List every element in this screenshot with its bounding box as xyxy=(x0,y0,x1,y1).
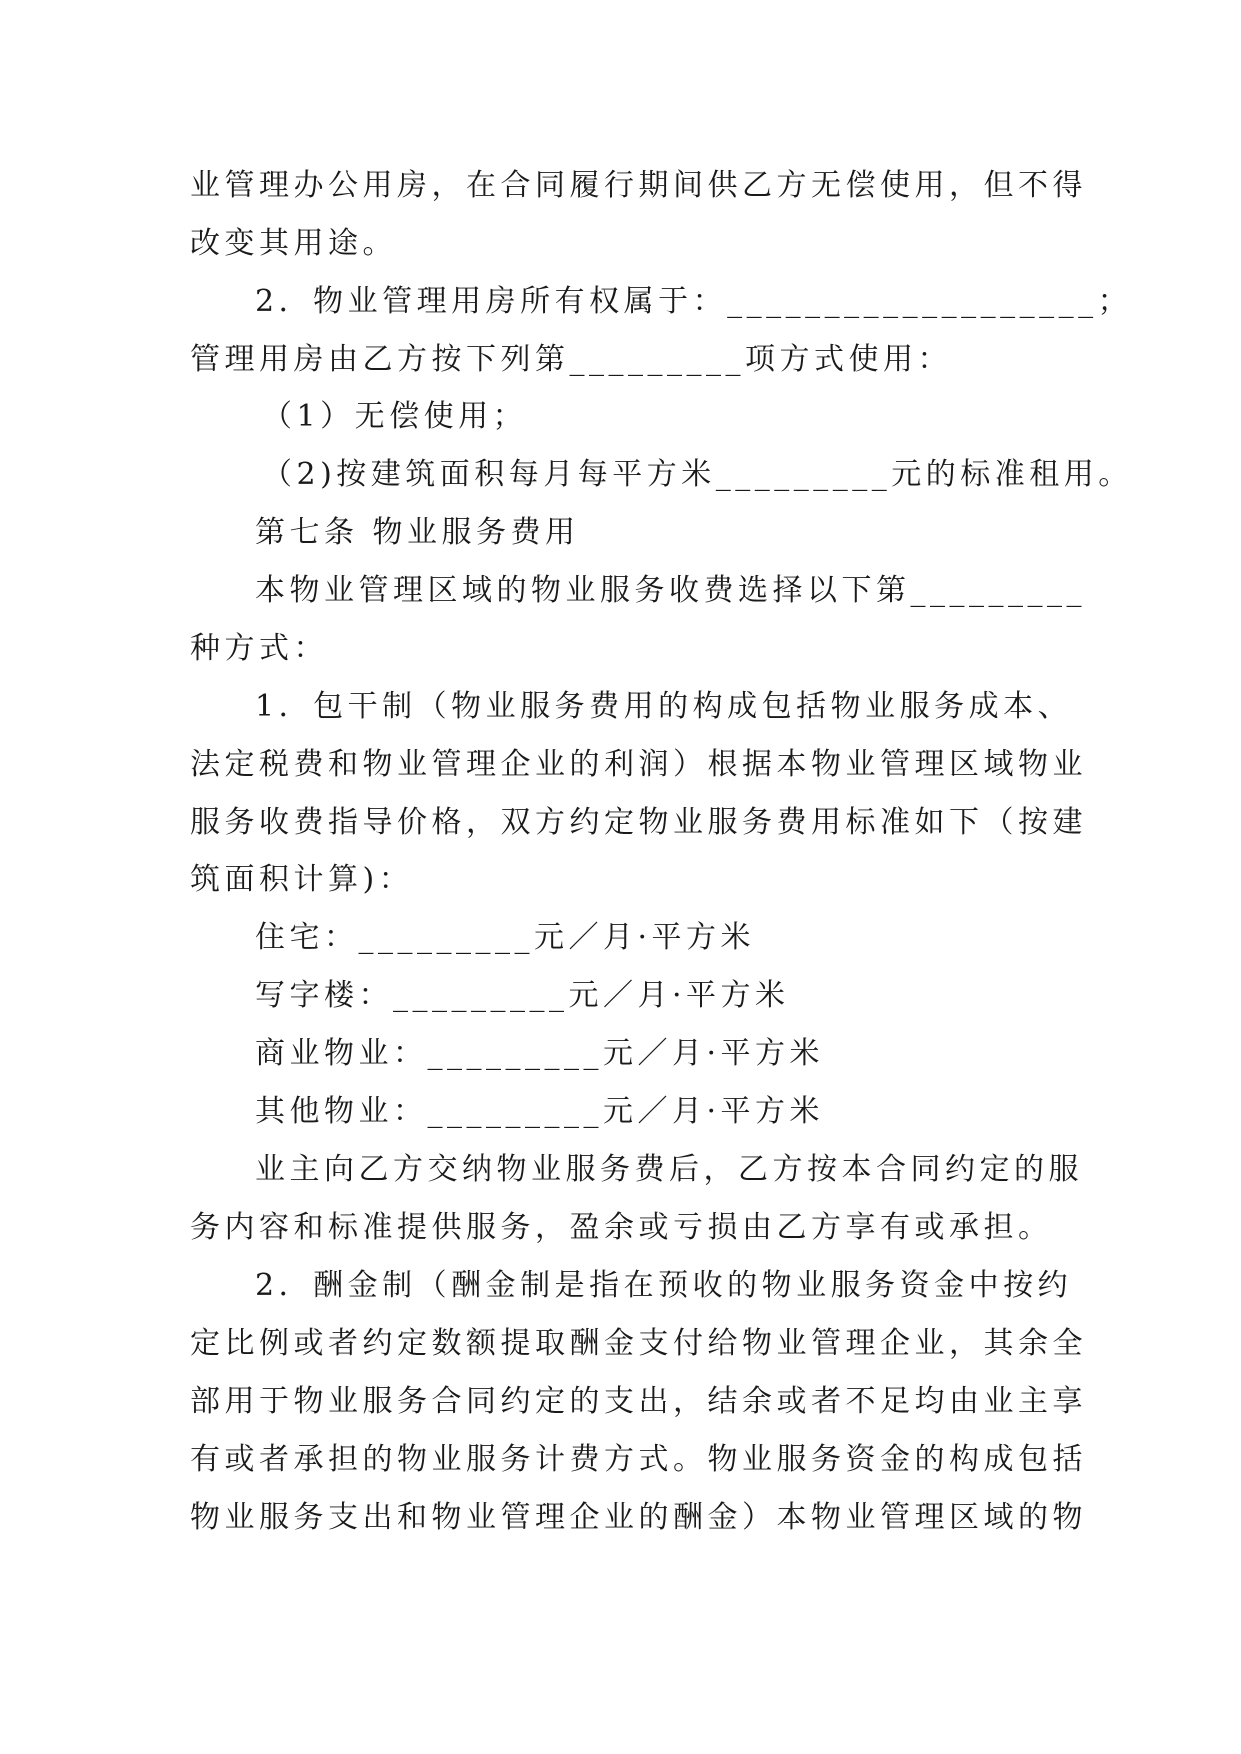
fee-other: 其他物业：_________元／月·平方米 xyxy=(255,1094,825,1129)
body-text-line: 种方式： xyxy=(190,631,328,666)
body-text-line: 部用于物业服务合同约定的支出，结余或者不足均由业主享 xyxy=(190,1384,1087,1419)
body-text-line: 服务收费指导价格，双方约定物业服务费用标准如下（按建 xyxy=(190,805,1087,840)
body-text-line: 业管理办公用房，在合同履行期间供乙方无偿使用，但不得 xyxy=(190,168,1087,203)
body-text-line: 定比例或者约定数额提取酬金支付给物业管理企业，其余全 xyxy=(190,1326,1087,1361)
clause-2-ownership: 2．物业管理用房所有权属于：___________________； xyxy=(255,284,1133,319)
body-text-line: 有或者承担的物业服务计费方式。物业服务资金的构成包括 xyxy=(190,1442,1087,1477)
body-text-line: 业主向乙方交纳物业服务费后，乙方按本合同约定的服 xyxy=(255,1152,1083,1187)
body-text-line: 务内容和标准提供服务，盈余或亏损由乙方享有或承担。 xyxy=(190,1210,1053,1245)
option-2: （2)按建筑面积每月每平方米_________元的标准租用。 xyxy=(262,457,1133,492)
clause-1-lump-sum: 1．包干制（物业服务费用的构成包括物业服务成本、 xyxy=(255,689,1073,724)
body-text-line: 管理用房由乙方按下列第_________项方式使用： xyxy=(190,342,952,377)
body-text-line: 改变其用途。 xyxy=(190,226,397,261)
body-text-line: 物业服务支出和物业管理企业的酬金）本物业管理区域的物 xyxy=(190,1500,1087,1535)
body-text-line: 筑面积计算)： xyxy=(190,862,414,897)
fee-commercial: 商业物业：_________元／月·平方米 xyxy=(255,1036,825,1071)
body-text-line: 本物业管理区域的物业服务收费选择以下第_________ xyxy=(255,573,1086,608)
fee-residential: 住宅：_________元／月·平方米 xyxy=(255,920,756,955)
option-1: （1）无偿使用； xyxy=(262,399,528,434)
body-text-line: 法定税费和物业管理企业的利润）根据本物业管理区域物业 xyxy=(190,747,1087,782)
fee-office: 写字楼：_________元／月·平方米 xyxy=(255,978,790,1013)
clause-2-remuneration: 2．酬金制（酬金制是指在预收的物业服务资金中按约 xyxy=(255,1268,1073,1303)
article-7-heading: 第七条 物业服务费用 xyxy=(255,515,580,550)
